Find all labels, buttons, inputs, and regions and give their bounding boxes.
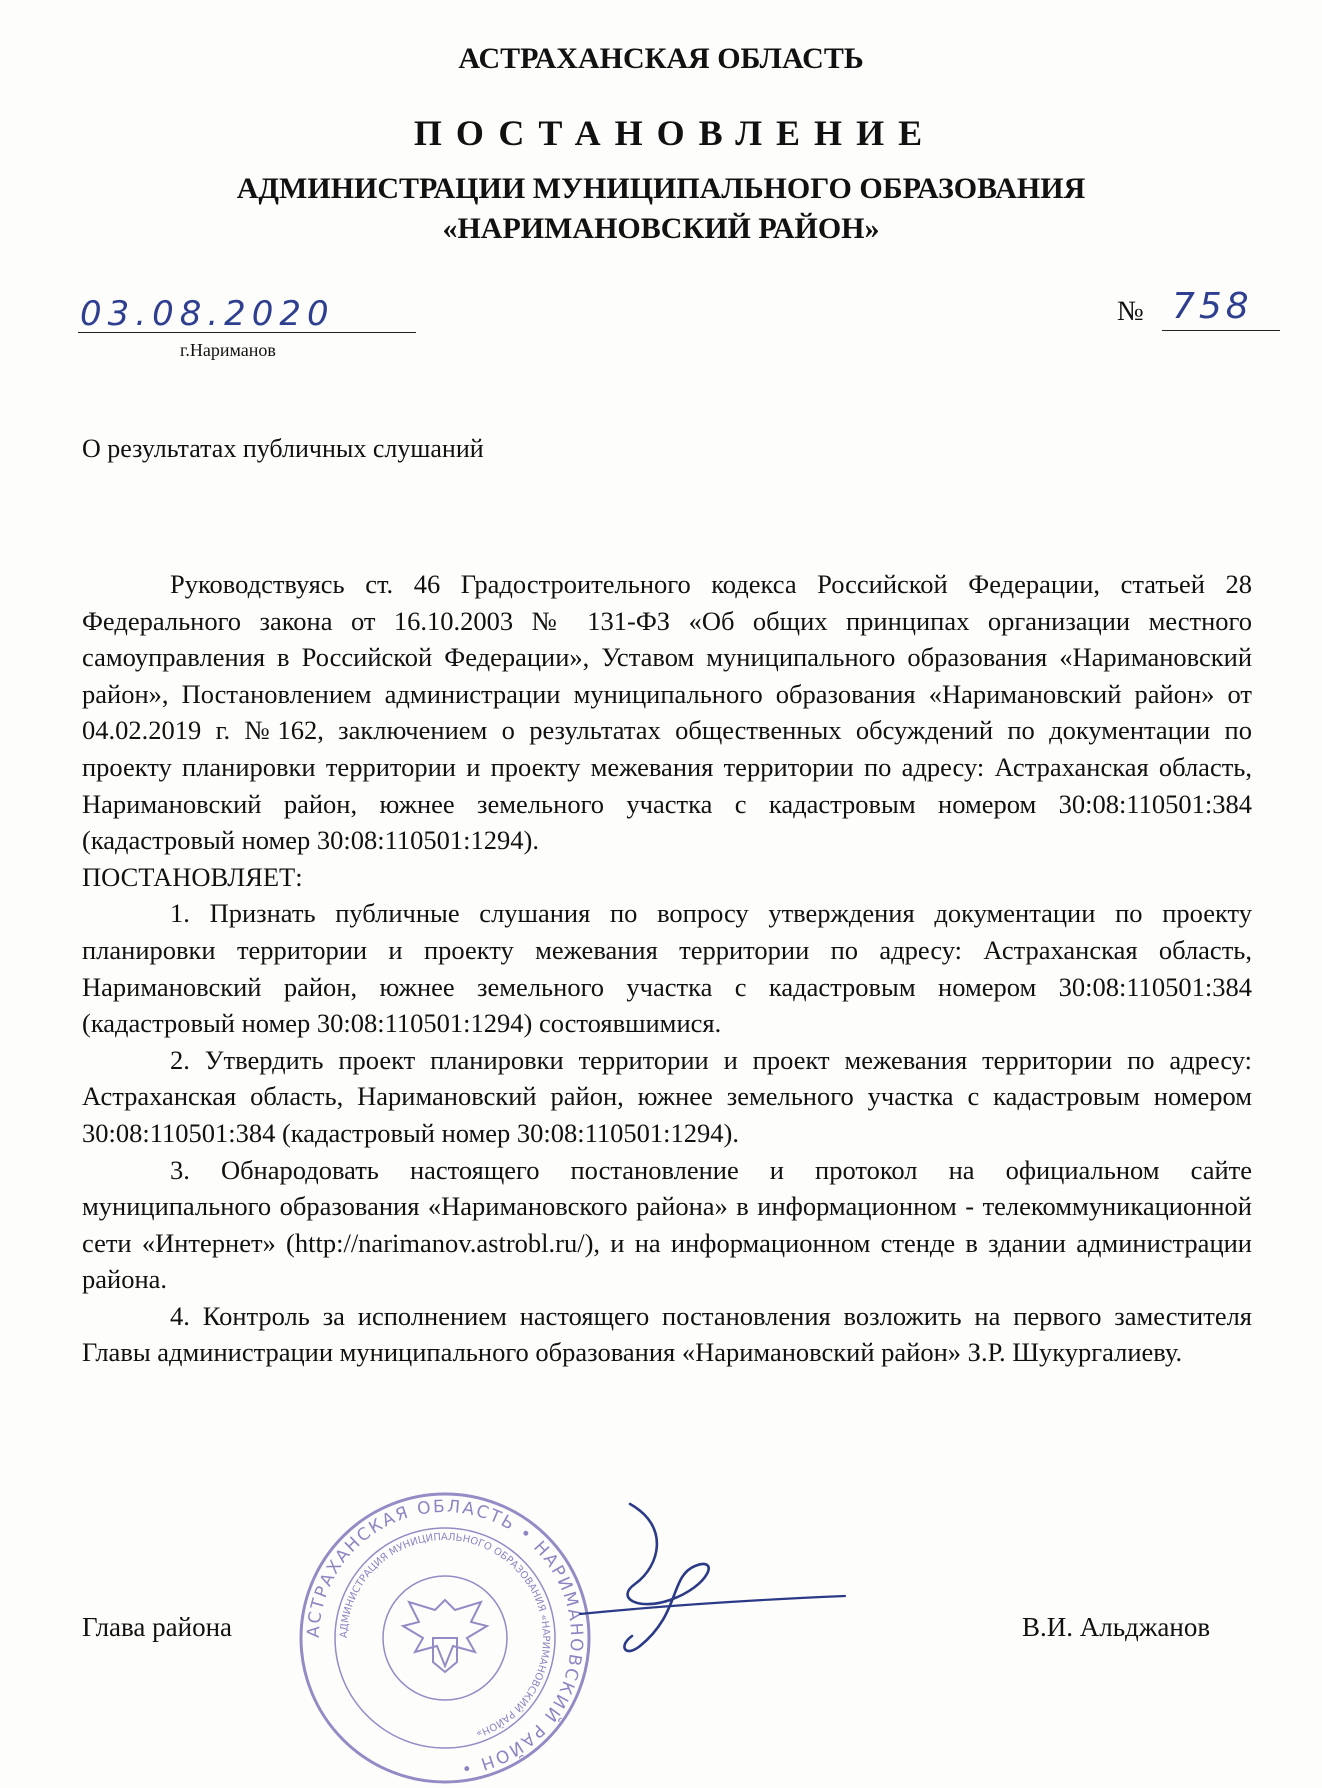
administration-heading-line2: «НАРИМАНОВСКИЙ РАЙОН» xyxy=(442,212,880,245)
date-underline xyxy=(78,332,416,333)
document-city: г.Нариманов xyxy=(180,340,276,360)
region-heading: АСТРАХАНСКАЯ ОБЛАСТЬ xyxy=(458,42,864,75)
document-number: 758 xyxy=(1172,286,1253,327)
resolution-item-3: 3. Обнародовать настоящего постановление и протокол на официальном сайте муниципального образования «Наримановского района» в информационном - телекоммуникационной сети «Интернет» (http://narimanov.astrobl.ru/), и на информационном стенде в здании администрации района. xyxy=(82,1154,1252,1295)
number-underline xyxy=(1162,330,1280,331)
document-type-heading: ПОСТАНОВЛЕНИЕ xyxy=(413,113,937,153)
signer-title: Глава района xyxy=(82,1612,233,1642)
handwritten-signature xyxy=(520,1496,850,1666)
resolution-item-2: 2. Утвердить проект планировки территории и проект межевания территории по адресу: Астраханская область, Наримановский район, южнее земельного участка с кадастровым номером 30:08:110501:384 (кадастровый номер 30:08:110501:1294). xyxy=(82,1044,1252,1148)
administration-heading-line1: АДМИНИСТРАЦИИ МУНИЦИПАЛЬНОГО ОБРАЗОВАНИЯ xyxy=(236,172,1086,205)
stamp-inner-text: АДМИНИСТРАЦИЯ МУНИЦИПАЛЬНОГО ОБРАЗОВАНИЯ «НАРИМАНОВСКИЙ РАЙОН» xyxy=(338,1531,552,1739)
signer-name: В.И. Альджанов xyxy=(1022,1612,1211,1642)
document-date: 03.08.2020 xyxy=(80,294,335,334)
preamble-paragraph: Руководствуясь ст. 46 Градостроительного кодекса Российской Федерации, статьей 28 Федерального закона от 16.10.2003 № 131-ФЗ «Об общих принципах организации местного самоуправления в Российской Федерации», Уставом муниципального образования «Наримановский район», Постановлением администрации муниципального образования «Наримановский район» от 04.02.2019 г. №162, заключением о результатах общественных обсуждений по документации по проекту планировки территории и проекту межевания территории по адресу: Астраханская область, Наримановский район, южнее земельного участка с кадастровым номером 30:08:110501:384 (кадастровый номер 30:08:110501:1294). xyxy=(82,569,1252,856)
document-subject: О результатах публичных слушаний xyxy=(82,434,484,463)
document-body xyxy=(82,566,1252,1371)
stamp-outer-text: АСТРАХАНСКАЯ ОБЛАСТЬ • НАРИМАНОВСКИЙ РАЙОН • xyxy=(303,1496,587,1779)
resolution-item-4: 4. Контроль за исполнением настоящего постановления возложить на первого заместителя Главы администрации муниципального образования «Наримановский район» З.Р. Шукургалиеву. xyxy=(82,1300,1252,1368)
resolves-label: ПОСТАНОВЛЯЕТ: xyxy=(82,861,303,892)
resolution-item-1: 1. Признать публичные слушания по вопросу утверждения документации по проекту планировки территории и проекту межевания территории по адресу: Астраханская область, Наримановский район, южнее земельного участка с кадастровым номером 30:08:110501:384 (кадастровый номер 30:08:110501:1294) состоявшимися. xyxy=(82,898,1252,1039)
number-label: № xyxy=(1117,296,1144,327)
